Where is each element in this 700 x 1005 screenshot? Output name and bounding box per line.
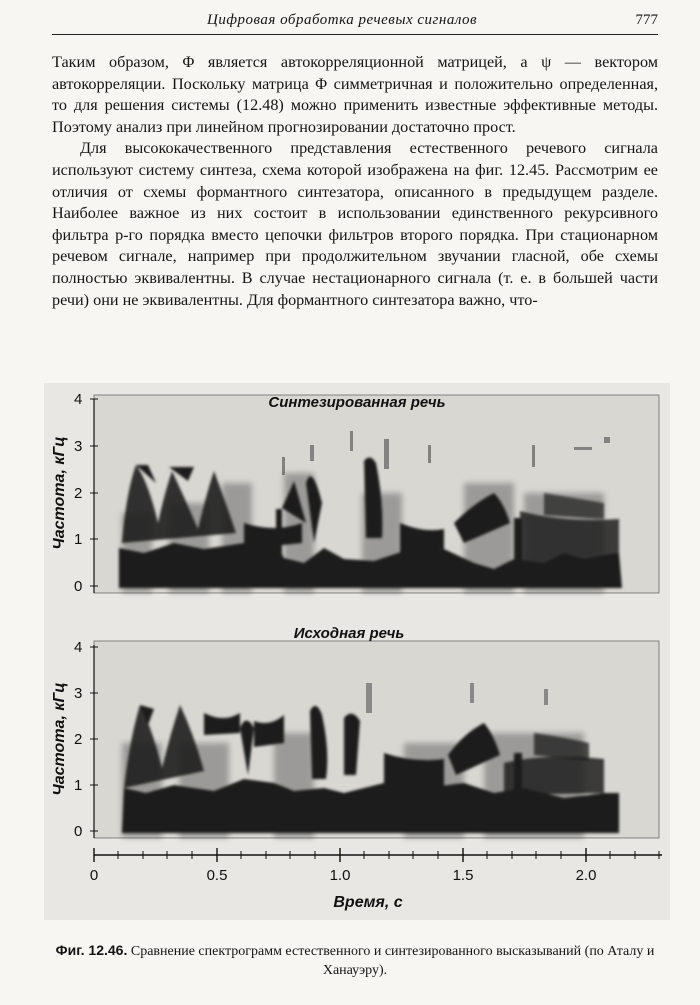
lower-y-tick-0: 0: [74, 823, 83, 840]
spectrogram-svg: [44, 383, 670, 920]
lower-y-axis: [51, 639, 98, 840]
x-tick-1.5: 1.5: [452, 867, 474, 884]
upper-panel-title: Синтезированная речь: [268, 394, 446, 411]
lower-spectrogram: [94, 641, 659, 838]
upper-y-tick-0: 0: [74, 578, 83, 595]
figure-caption: [52, 941, 658, 980]
upper-y-axis-label: Частота, кГц: [51, 436, 68, 550]
x-tick-2.0: 2.0: [575, 867, 597, 884]
upper-y-tick-1: 1: [74, 531, 83, 548]
upper-y-axis: [51, 391, 98, 595]
upper-y-tick-3: 3: [74, 438, 83, 455]
paragraph-2: Для высококачественного представления естественного речевого сигнала используют систему синтеза, схема которой изображена на фиг. 12.45. Рассмотрим ее отличия от схемы формантного синтезатора, описанного в предыдущем разделе. Наиболее важное из них состоит в использовании единственного рекурсивного фильтра p-го порядка вместо цепочки фильтров второго порядка. При стационарном речевом сигнале, например при продолжительном звучании гласной, обе схемы полностью эквивалентны. В случае нестационарного сигнала (т. е. в большей части речи) они не эквивалентны. Для формантного синтезатора важно, что-: [52, 139, 658, 309]
body-text: [52, 52, 658, 311]
lower-panel-title: Исходная речь: [293, 625, 405, 642]
caption-text: Сравнение спектрограмм естественного и синтезированного высказываний (по Аталу и Ханауэру).: [130, 944, 655, 978]
lower-y-axis-label: Частота, кГц: [51, 682, 68, 796]
x-tick-1.0: 1.0: [329, 867, 351, 884]
spectrogram-figure: [44, 383, 670, 920]
lower-y-tick-2: 2: [74, 731, 83, 748]
page-number: 777: [635, 12, 658, 28]
lower-y-tick-1: 1: [74, 777, 83, 794]
lower-y-tick-3: 3: [74, 685, 83, 702]
x-tick-0: 0: [89, 867, 99, 884]
upper-y-tick-2: 2: [74, 485, 83, 502]
upper-spectrogram: [94, 395, 659, 593]
running-title: Цифровая обработка речевых сигналов: [207, 12, 478, 28]
lower-y-tick-4: 4: [74, 639, 83, 656]
time-axis: [90, 848, 662, 911]
paragraph-1: Таким образом, Φ является автокорреляционной матрицей, а ψ — вектором автокорреляции. Поскольку матрица Φ симметричная и положительно определенная, то для решения системы (12.48) можно применить известные эффективные методы. Поэтому анализ при линейном прогнозировании достаточно прост.: [52, 53, 658, 136]
upper-y-tick-4: 4: [74, 391, 83, 408]
caption-label: Фиг. 12.46.: [55, 942, 128, 958]
page-header: [52, 10, 658, 35]
x-tick-0.5: 0.5: [206, 867, 228, 884]
x-axis-label: Время, с: [333, 894, 403, 911]
